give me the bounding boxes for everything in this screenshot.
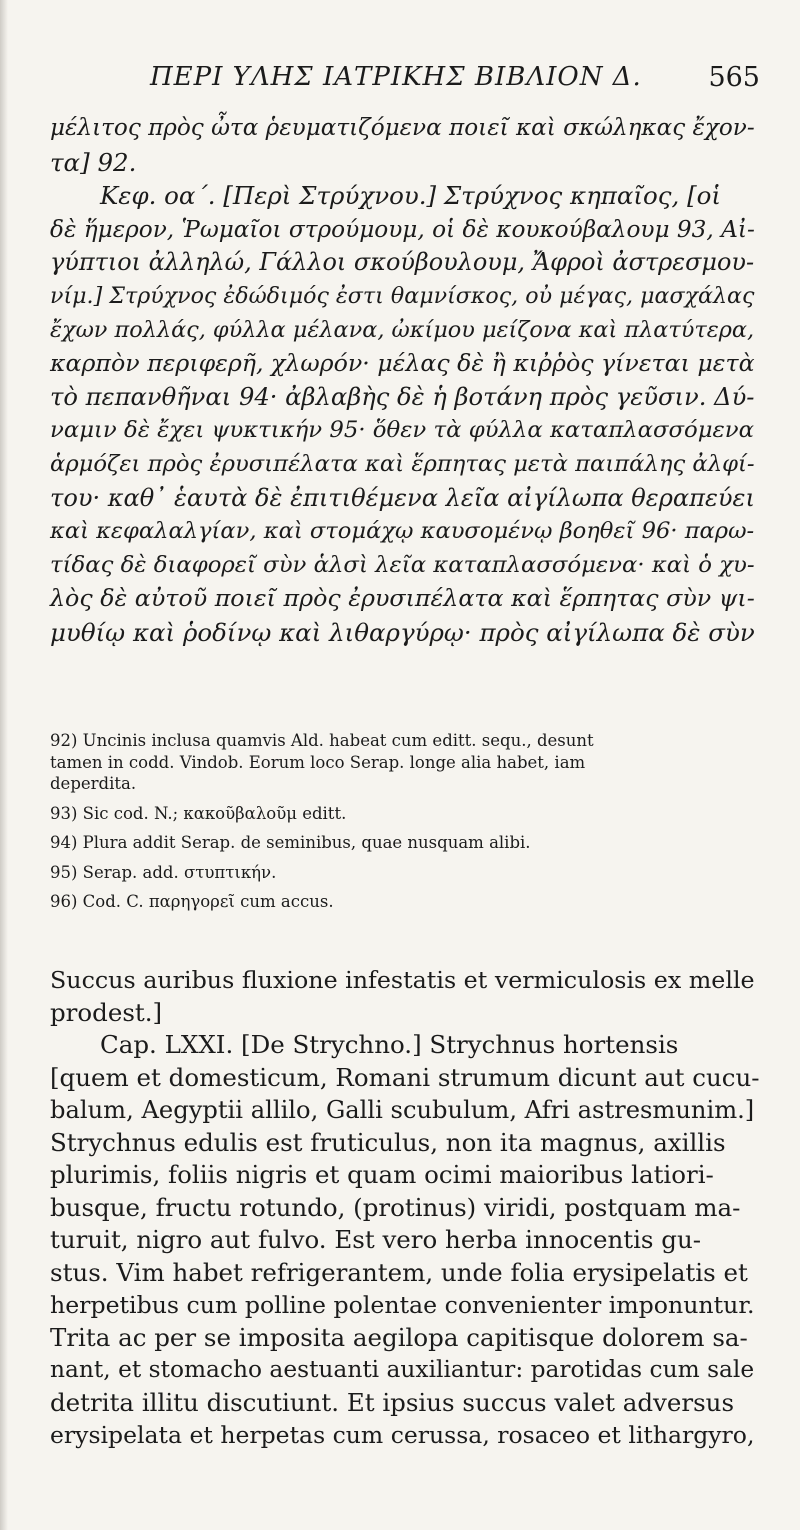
greek-line: ναμιν δὲ ἔχει ψυκτικήν 95· ὅθεν τὰ φύλλα καταπλασσόμενα xyxy=(50,417,754,444)
footnote-95: 95) Serap. add. στυπτικήν. xyxy=(50,862,277,882)
greek-line: τὸ πεπανθῆναι 94· ἀβλαβὴς δὲ ἡ βοτάνη πρὸς γεῦσιν. Δύ- xyxy=(50,382,755,411)
greek-line: νίμ.] Στρύχνος ἐδώδιμός ἐστι θαμνίσκος, οὐ μέγας, μασχάλας xyxy=(50,282,755,309)
footnotes-block xyxy=(50,730,762,913)
latin-line: Succus auribus fluxione infestatis et vermiculosis ex melle xyxy=(50,966,755,994)
greek-line: μυθίῳ καὶ ῥοδίνῳ καὶ λιθαργύρῳ· πρὸς αἰγίλωπα δὲ σὺν xyxy=(50,617,755,647)
greek-line: ἔχων πολλάς, φύλλα μέλανα, ὠκίμου μείζονα καὶ πλατύτερα, xyxy=(50,316,755,343)
greek-line: γύπτιοι ἀλληλώ, Γάλλοι σκούβουλουμ, Ἄφροὶ ἀστρεσμου- xyxy=(50,248,755,277)
latin-line: stus. Vim habet refrigerantem, unde folia erysipelatis et xyxy=(50,1257,748,1287)
greek-line: καὶ κεφαλαλγίαν, καὶ στομάχῳ καυσομένῳ βοηθεῖ 96· παρω- xyxy=(50,518,755,545)
greek-line: τα] 92. xyxy=(50,147,137,177)
latin-line: prodest.] xyxy=(50,997,163,1027)
latin-line: nant, et stomacho aestuanti auxiliantur: parotidas cum sale xyxy=(50,1356,755,1383)
footnote-94: 94) Plura addit Serap. de seminibus, quae nusquam alibi. xyxy=(50,833,531,852)
latin-line: Cap. LXXI. [De Strychno.] Strychnus hortensis xyxy=(100,1030,679,1059)
latin-line: plurimis, foliis nigris et quam ocimi maioribus latiori- xyxy=(50,1160,714,1189)
latin-line: erysipelata et herpetas cum cerussa, rosaceo et lithargyro, xyxy=(50,1421,755,1449)
latin-line: [quem et domesticum, Romani strumum dicunt aut cucu- xyxy=(50,1062,760,1092)
latin-line: detrita illitu discutiunt. Et ipsius succus valet adversus xyxy=(50,1387,735,1417)
greek-line: Κεφ. οα΄. [Περὶ Στρύχνου.] Στρύχνος κηπαῖος, [οἱ xyxy=(100,181,721,211)
latin-text-block xyxy=(50,964,762,1452)
greek-line: δὲ ἥμερον, Ῥωμαῖοι στρούμουμ, οἱ δὲ κουκούβαλουμ 93, Αἰ- xyxy=(50,215,755,243)
footnote-96: 96) Cod. C. παρηγορεῖ cum accus. xyxy=(50,892,334,911)
footnote-92-line: 92) Uncinis inclusa quamvis Ald. habeat cum editt. sequ., desunt xyxy=(50,731,594,750)
greek-text-block xyxy=(50,112,762,650)
greek-line: καρπὸν περιφερῆ, χλωρόν· μέλας δὲ ἢ κιῤῥὸς γίνεται μετὰ xyxy=(50,349,755,378)
greek-line: μέλιτος πρὸς ὦτα ῥευματιζόμενα ποιεῖ καὶ σκώληκας ἔχον- xyxy=(50,115,755,141)
latin-line: Trita ac per se imposita aegilopa capitisque dolorem sa- xyxy=(50,1322,748,1352)
page-edge-shadow xyxy=(0,0,8,1530)
footnote-92-line: deperdita. xyxy=(50,774,137,793)
footnote-92-line: tamen in codd. Vindob. Eorum loco Serap. longe alia habet, iam xyxy=(50,752,586,772)
greek-line: λὸς δὲ αὐτοῦ ποιεῖ πρὸς ἐρυσιπέλατα καὶ ἕρπητας σὺν ψι- xyxy=(50,584,755,613)
greek-line: τίδας δὲ διαφορεῖ σὺν ἁλσὶ λεῖα καταπλασσόμενα· καὶ ὁ χυ- xyxy=(50,551,755,578)
latin-line: busque, fructu rotundo, (protinus) viridi, postquam ma- xyxy=(50,1192,741,1222)
greek-line: του· καθ᾽ ἑαυτὰ δὲ ἐπιτιθέμενα λεῖα αἰγίλωπα θεραπεύει xyxy=(50,483,755,512)
latin-line: herpetibus cum polline polentae convenienter imponuntur. xyxy=(50,1291,755,1319)
latin-line: Strychnus edulis est fruticulus, non ita magnus, axillis xyxy=(50,1127,726,1157)
page-header xyxy=(150,62,760,102)
latin-line: balum, Aegyptii allilo, Galli scubulum, Afri astresmunim.] xyxy=(50,1096,755,1124)
footnote-93: 93) Sic cod. N.; κακοῦβαλοῦμ editt. xyxy=(50,803,347,823)
running-title: ΠΕΡΙ ΥΛΗΣ ΙΑΤΡΙΚΗΣ ΒΙΒΛΙΟΝ Δ. xyxy=(150,62,642,92)
page-number: 565 xyxy=(708,62,760,93)
greek-line: ἁρμόζει πρὸς ἐρυσιπέλατα καὶ ἕρπητας μετὰ παιπάλης ἀλφί- xyxy=(50,450,755,477)
latin-line: turuit, nigro aut fulvo. Est vero herba innocentis gu- xyxy=(50,1225,702,1254)
